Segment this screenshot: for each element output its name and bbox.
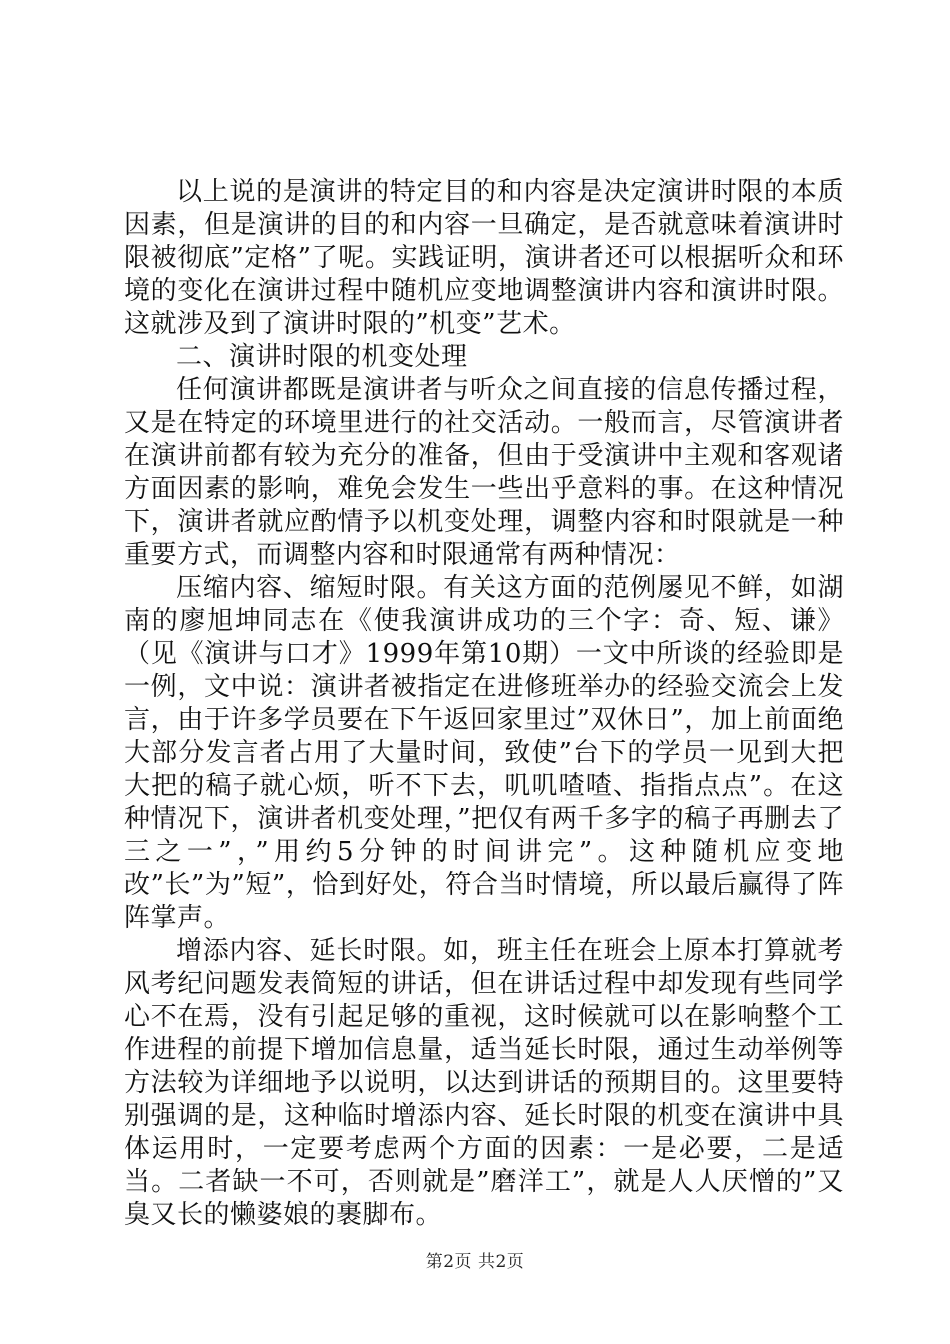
document-body <box>124 176 844 1232</box>
paragraph-shorten: 压缩内容、缩短时限。有关这方面的范例屡见不鲜，如湖南的廖旭坤同志在《使我演讲成功的三个字：奇、短、谦》（见《演讲与口才》1999年第10期）一文中所谈的经验即是一例，文中说：演讲者被指定在进修班举办的经验交流会上发言，由于许多学员要在下午返回家里过”双休日”，加上前面绝大部分发言者占用了大量时间，致使”台下的学员一见到大把大把的稿子就心烦，听不下去，叽叽喳喳、指指点点”。在这种情况下，演讲者机变处理，”把仅有两千多字的稿子再删去了三之一”，”用约5分钟的时间讲完”。这种随机应变地改”长”为”短”，恰到好处，符合当时情境，所以最后赢得了阵阵掌声。 <box>124 573 844 933</box>
paragraph-extend: 增添内容、延长时限。如，班主任在班会上原本打算就考风考纪问题发表简短的讲话，但在讲话过程中却发现有些同学心不在焉，没有引起足够的重视，这时候就可以在影响整个工作进程的前提下增加信息量，适当延长时限，通过生动举例等方法较为详细地予以说明，以达到讲话的预期目的。这里要特别强调的是，这种临时增添内容、延长时限的机变在演讲中具体运用时，一定要考虑两个方面的因素：一是必要，二是适当。二者缺一不可，否则就是”磨洋工”，就是人人厌憎的”又臭又长的懒婆娘的裹脚布。 <box>124 936 844 1230</box>
paragraph-intro: 以上说的是演讲的特定目的和内容是决定演讲时限的本质因素，但是演讲的目的和内容一旦确定，是否就意味着演讲时限被彻底”定格”了呢。实践证明，演讲者还可以根据听众和环境的变化在演讲过程中随机应变地调整演讲内容和演讲时限。这就涉及到了演讲时限的”机变”艺术。 <box>124 177 844 339</box>
paragraph-context: 任何演讲都既是演讲者与听众之间直接的信息传播过程，又是在特定的环境里进行的社交活动。一般而言，尽管演讲者在演讲前都有较为充分的准备，但由于受演讲中主观和客观诸方面因素的影响，难免会发生一些出乎意料的事。在这种情况下，演讲者就应酌情予以机变处理，调整内容和时限就是一种重要方式，而调整内容和时限通常有两种情况： <box>124 375 844 570</box>
page-footer: 第2页 共2页 <box>425 1252 525 1272</box>
section-heading: 二、演讲时限的机变处理 <box>176 342 468 372</box>
